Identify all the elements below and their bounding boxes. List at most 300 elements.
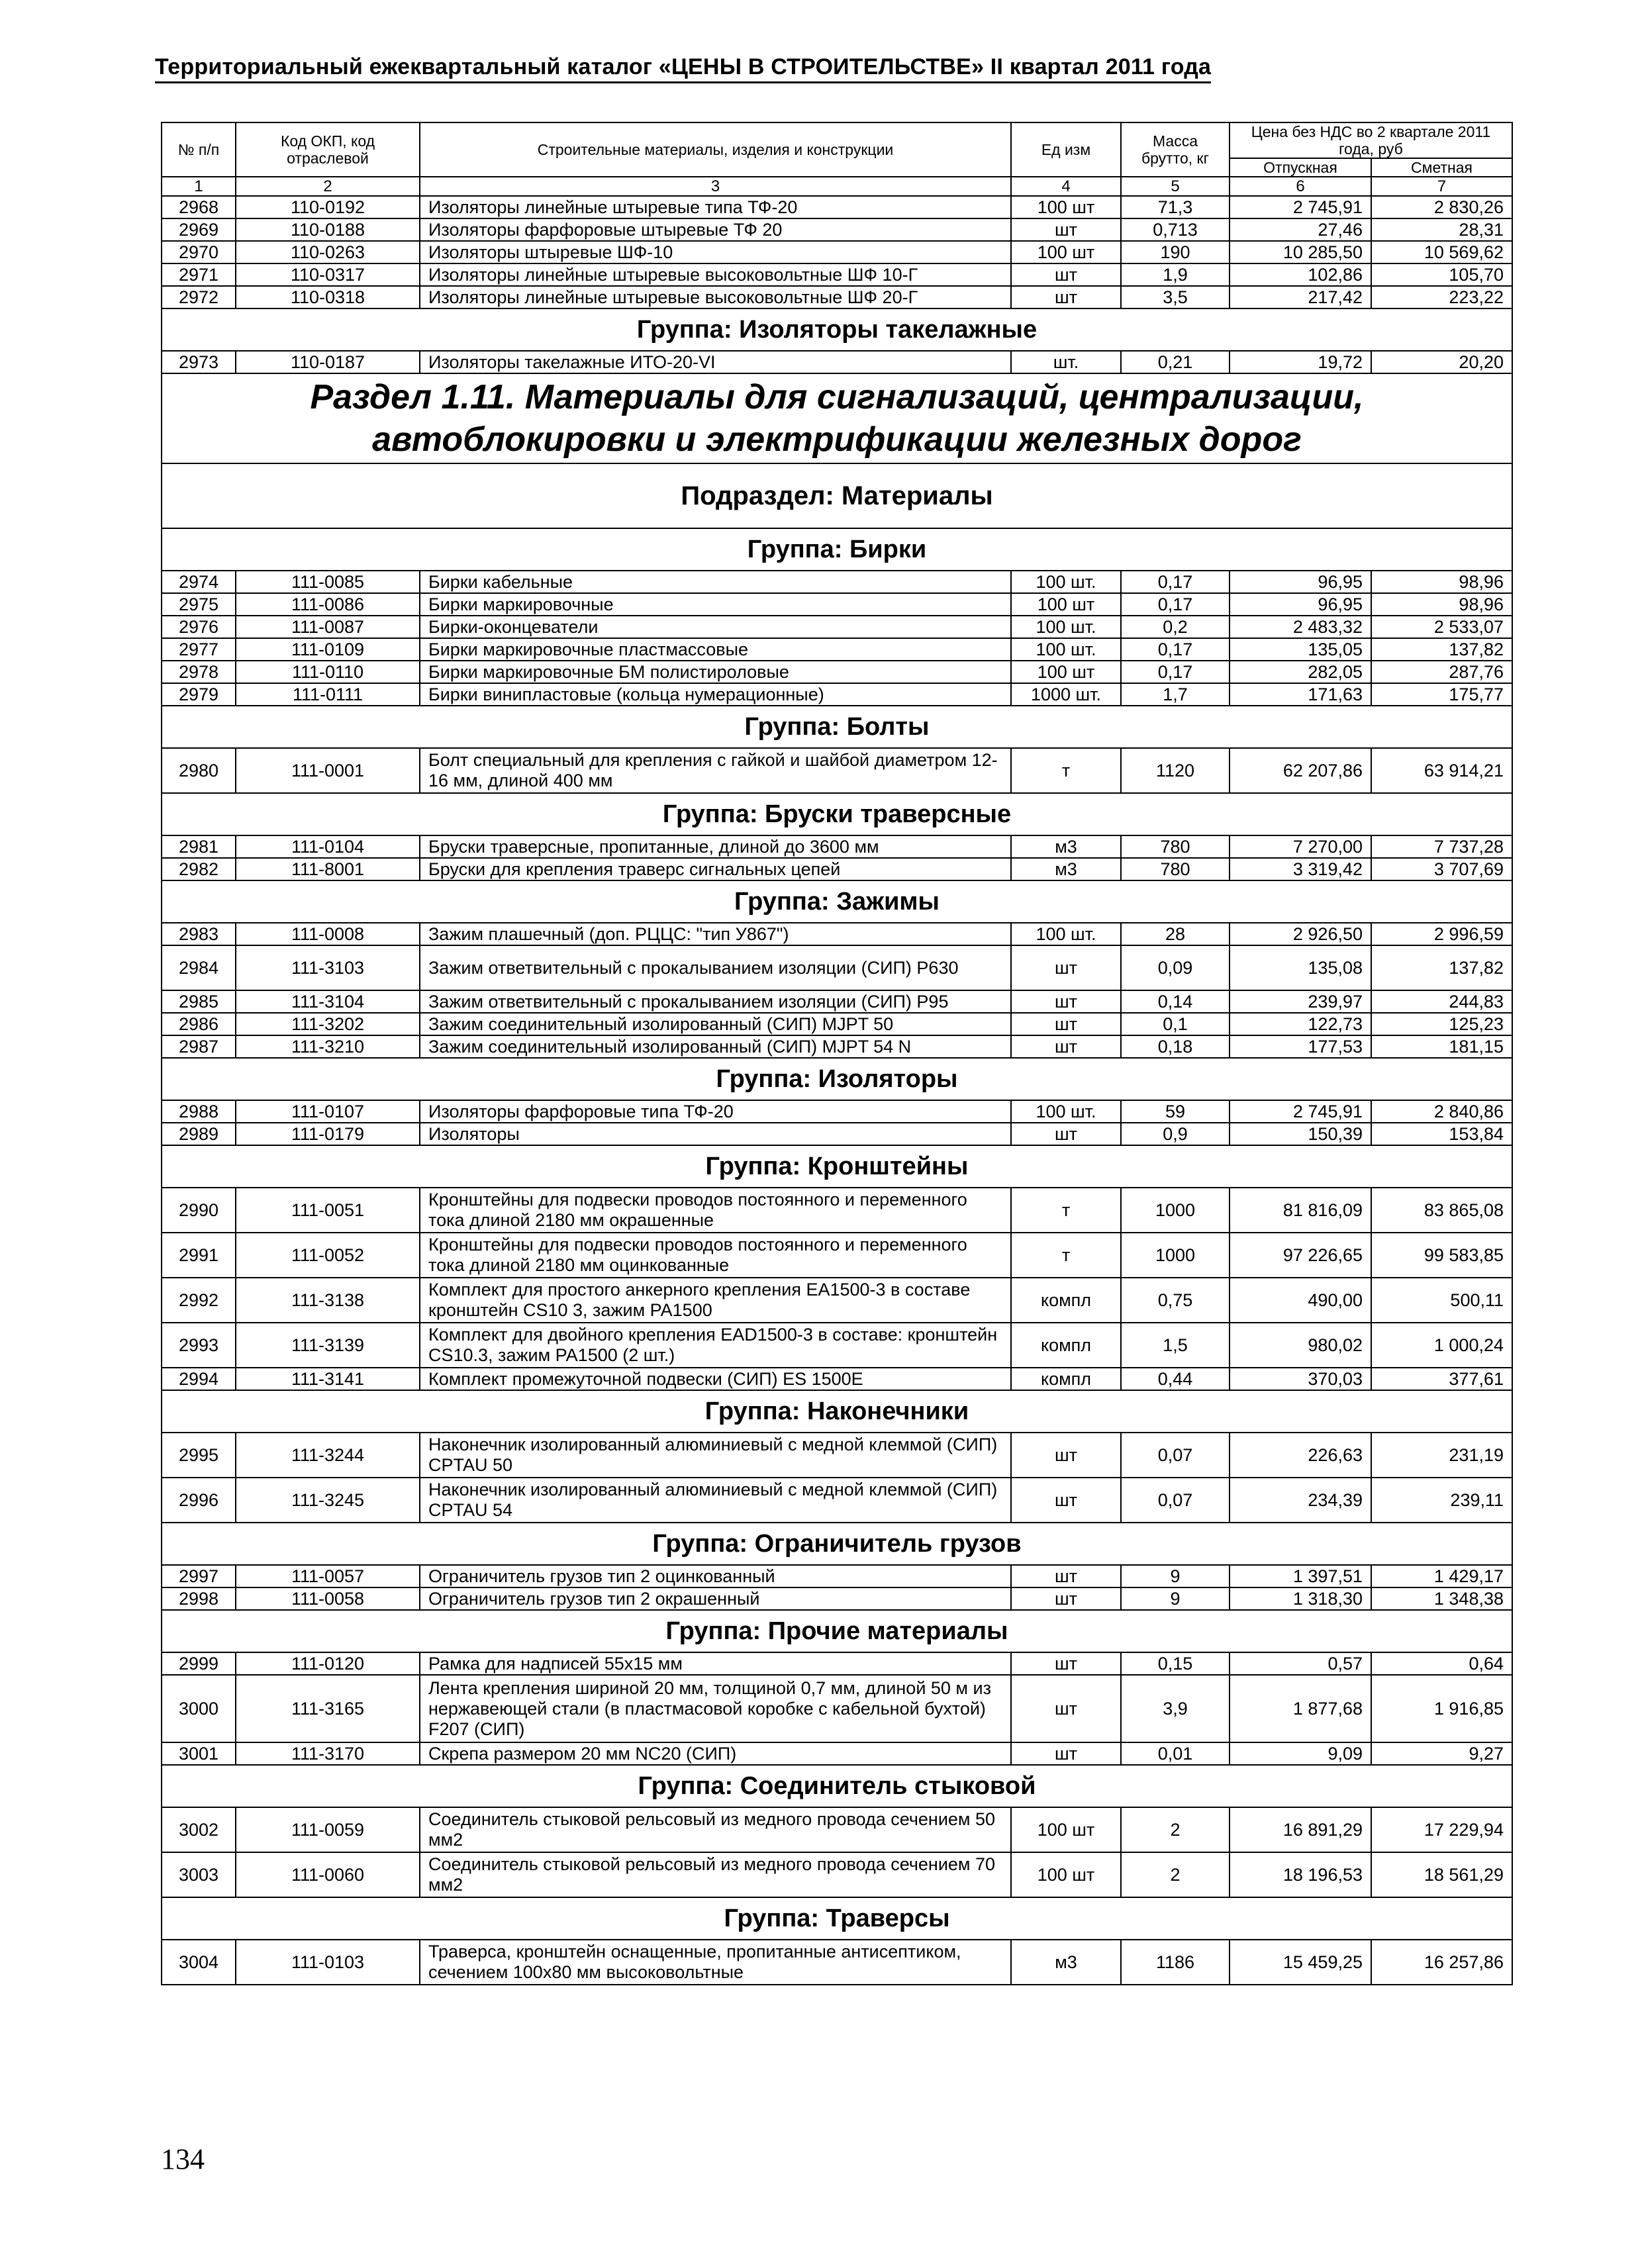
row-unit: 100 шт. bbox=[1011, 923, 1121, 945]
row-name: Лента крепления шириной 20 мм, толщиной 0,7 мм, длиной 50 м из нержавеющей стали (в пластмасовой коробке с кабельной бухтой) F207 (СИП) bbox=[420, 1675, 1011, 1742]
row-code: 111-0057 bbox=[236, 1565, 420, 1587]
table-row bbox=[162, 593, 1512, 616]
row-code: 110-0188 bbox=[236, 218, 420, 241]
row-code: 111-3245 bbox=[236, 1478, 420, 1523]
row-num: 3004 bbox=[162, 1940, 236, 1985]
row-num: 2969 bbox=[162, 218, 236, 241]
row-name: Изоляторы bbox=[420, 1123, 1011, 1145]
row-unit: шт bbox=[1011, 1433, 1121, 1478]
row-unit: шт bbox=[1011, 1035, 1121, 1058]
row-code: 111-0103 bbox=[236, 1940, 420, 1985]
row-mass: 0,14 bbox=[1121, 990, 1230, 1013]
row-release-price: 0,57 bbox=[1230, 1652, 1371, 1675]
row-release-price: 490,00 bbox=[1230, 1278, 1371, 1323]
row-release-price: 135,05 bbox=[1230, 638, 1371, 661]
row-num: 2982 bbox=[162, 858, 236, 880]
row-mass: 0,17 bbox=[1121, 593, 1230, 616]
row-mass: 9 bbox=[1121, 1587, 1230, 1610]
row-estimate-price: 98,96 bbox=[1371, 571, 1512, 593]
row-estimate-price: 223,22 bbox=[1371, 286, 1512, 308]
row-code: 110-0317 bbox=[236, 263, 420, 286]
row-num: 2977 bbox=[162, 638, 236, 661]
subsection-row bbox=[162, 463, 1512, 528]
row-name: Бирки винипластовые (кольца нумерационные) bbox=[420, 683, 1011, 706]
row-estimate-price: 18 561,29 bbox=[1371, 1852, 1512, 1897]
group-row bbox=[162, 1390, 1512, 1433]
table-row bbox=[162, 1807, 1512, 1852]
row-estimate-price: 287,76 bbox=[1371, 661, 1512, 683]
table-row bbox=[162, 571, 1512, 593]
row-code: 110-0318 bbox=[236, 286, 420, 308]
row-mass: 3,5 bbox=[1121, 286, 1230, 308]
row-unit: шт bbox=[1011, 218, 1121, 241]
group-row bbox=[162, 528, 1512, 571]
row-code: 111-3141 bbox=[236, 1368, 420, 1390]
row-code: 111-0051 bbox=[236, 1188, 420, 1233]
row-release-price: 2 745,91 bbox=[1230, 196, 1371, 218]
row-code: 111-0087 bbox=[236, 616, 420, 638]
row-num: 2986 bbox=[162, 1013, 236, 1035]
row-estimate-price: 137,82 bbox=[1371, 945, 1512, 990]
row-name: Бирки маркировочные БМ полистироловые bbox=[420, 661, 1011, 683]
row-estimate-price: 1 429,17 bbox=[1371, 1565, 1512, 1587]
row-estimate-price: 2 830,26 bbox=[1371, 196, 1512, 218]
row-release-price: 81 816,09 bbox=[1230, 1188, 1371, 1233]
header-num: № п/п bbox=[162, 122, 236, 177]
row-num: 2996 bbox=[162, 1478, 236, 1523]
row-mass: 190 bbox=[1121, 241, 1230, 263]
table-row bbox=[162, 638, 1512, 661]
row-estimate-price: 63 914,21 bbox=[1371, 748, 1512, 793]
group-title: Группа: Болты bbox=[162, 706, 1512, 748]
group-row bbox=[162, 1765, 1512, 1807]
row-mass: 0,1 bbox=[1121, 1013, 1230, 1035]
table-row bbox=[162, 1368, 1512, 1390]
row-estimate-price: 153,84 bbox=[1371, 1123, 1512, 1145]
row-unit: 100 шт bbox=[1011, 241, 1121, 263]
row-name: Изоляторы такелажные ИТО-20-VI bbox=[420, 351, 1011, 373]
row-release-price: 3 319,42 bbox=[1230, 858, 1371, 880]
row-estimate-price: 181,15 bbox=[1371, 1035, 1512, 1058]
row-num: 2970 bbox=[162, 241, 236, 263]
catalog-title: Территориальный ежеквартальный каталог «ЦЕНЫ В СТРОИТЕЛЬСТВЕ» II квартал 2011 года bbox=[155, 54, 1211, 83]
row-estimate-price: 7 737,28 bbox=[1371, 835, 1512, 858]
group-title: Группа: Изоляторы такелажные bbox=[162, 308, 1512, 351]
row-unit: шт bbox=[1011, 1742, 1121, 1765]
col-number: 1 bbox=[162, 177, 236, 196]
row-unit: шт bbox=[1011, 990, 1121, 1013]
row-name: Кронштейны для подвески проводов постоянного и переменного тока длиной 2180 мм окрашенные bbox=[420, 1188, 1011, 1233]
row-mass: 0,01 bbox=[1121, 1742, 1230, 1765]
row-code: 111-3165 bbox=[236, 1675, 420, 1742]
table-row bbox=[162, 1233, 1512, 1278]
row-code: 111-3139 bbox=[236, 1323, 420, 1368]
row-unit: компл bbox=[1011, 1278, 1121, 1323]
col-number: 7 bbox=[1371, 177, 1512, 196]
row-mass: 1120 bbox=[1121, 748, 1230, 793]
row-estimate-price: 2 533,07 bbox=[1371, 616, 1512, 638]
row-release-price: 226,63 bbox=[1230, 1433, 1371, 1478]
group-row bbox=[162, 793, 1512, 835]
row-num: 2983 bbox=[162, 923, 236, 945]
row-release-price: 2 745,91 bbox=[1230, 1100, 1371, 1123]
row-mass: 0,44 bbox=[1121, 1368, 1230, 1390]
row-name: Скрепа размером 20 мм NC20 (СИП) bbox=[420, 1742, 1011, 1765]
row-release-price: 102,86 bbox=[1230, 263, 1371, 286]
row-unit: 100 шт bbox=[1011, 1807, 1121, 1852]
row-estimate-price: 10 569,62 bbox=[1371, 241, 1512, 263]
header-unit: Ед изм bbox=[1011, 122, 1121, 177]
table-row bbox=[162, 218, 1512, 241]
row-release-price: 122,73 bbox=[1230, 1013, 1371, 1035]
row-unit: шт bbox=[1011, 286, 1121, 308]
row-mass: 780 bbox=[1121, 858, 1230, 880]
row-unit: м3 bbox=[1011, 858, 1121, 880]
table-row bbox=[162, 1433, 1512, 1478]
row-estimate-price: 239,11 bbox=[1371, 1478, 1512, 1523]
row-code: 111-0107 bbox=[236, 1100, 420, 1123]
row-release-price: 1 877,68 bbox=[1230, 1675, 1371, 1742]
row-release-price: 217,42 bbox=[1230, 286, 1371, 308]
row-release-price: 980,02 bbox=[1230, 1323, 1371, 1368]
row-name: Ограничитель грузов тип 2 окрашенный bbox=[420, 1587, 1011, 1610]
row-estimate-price: 1 916,85 bbox=[1371, 1675, 1512, 1742]
section-title: Раздел 1.11. Материалы для сигнализаций, централизации, автоблокировки и электрификации железных дорог bbox=[162, 373, 1512, 463]
row-num: 2998 bbox=[162, 1587, 236, 1610]
header-price: Цена без НДС во 2 квартале 2011 года, руб bbox=[1230, 122, 1512, 158]
row-estimate-price: 231,19 bbox=[1371, 1433, 1512, 1478]
row-unit: шт bbox=[1011, 1652, 1121, 1675]
row-release-price: 19,72 bbox=[1230, 351, 1371, 373]
row-num: 2985 bbox=[162, 990, 236, 1013]
row-num: 2997 bbox=[162, 1565, 236, 1587]
row-unit: шт bbox=[1011, 1013, 1121, 1035]
table-row bbox=[162, 286, 1512, 308]
row-num: 2968 bbox=[162, 196, 236, 218]
row-num: 2978 bbox=[162, 661, 236, 683]
table-row bbox=[162, 683, 1512, 706]
row-release-price: 150,39 bbox=[1230, 1123, 1371, 1145]
row-num: 2975 bbox=[162, 593, 236, 616]
row-estimate-price: 377,61 bbox=[1371, 1368, 1512, 1390]
row-release-price: 62 207,86 bbox=[1230, 748, 1371, 793]
row-mass: 1,7 bbox=[1121, 683, 1230, 706]
row-num: 2980 bbox=[162, 748, 236, 793]
row-code: 111-0058 bbox=[236, 1587, 420, 1610]
section-row bbox=[162, 373, 1512, 463]
group-row bbox=[162, 308, 1512, 351]
row-num: 2988 bbox=[162, 1100, 236, 1123]
row-release-price: 15 459,25 bbox=[1230, 1940, 1371, 1985]
row-estimate-price: 17 229,94 bbox=[1371, 1807, 1512, 1852]
group-title: Группа: Зажимы bbox=[162, 880, 1512, 923]
row-num: 3002 bbox=[162, 1807, 236, 1852]
row-code: 110-0187 bbox=[236, 351, 420, 373]
header-code: Код ОКП, код отраслевой bbox=[236, 122, 420, 177]
group-title: Группа: Наконечники bbox=[162, 1390, 1512, 1433]
row-name: Зажим плашечный (доп. РЦЦС: "тип У867") bbox=[420, 923, 1011, 945]
row-release-price: 282,05 bbox=[1230, 661, 1371, 683]
row-mass: 0,17 bbox=[1121, 661, 1230, 683]
row-num: 2976 bbox=[162, 616, 236, 638]
row-release-price: 2 483,32 bbox=[1230, 616, 1371, 638]
row-mass: 3,9 bbox=[1121, 1675, 1230, 1742]
table-row bbox=[162, 1675, 1512, 1742]
row-num: 2979 bbox=[162, 683, 236, 706]
table-row bbox=[162, 1565, 1512, 1587]
row-code: 111-0052 bbox=[236, 1233, 420, 1278]
row-mass: 1000 bbox=[1121, 1188, 1230, 1233]
row-mass: 1,9 bbox=[1121, 263, 1230, 286]
row-name: Изоляторы штыревые ШФ-10 bbox=[420, 241, 1011, 263]
row-name: Бирки-оконцеватели bbox=[420, 616, 1011, 638]
row-estimate-price: 175,77 bbox=[1371, 683, 1512, 706]
row-unit: т bbox=[1011, 1233, 1121, 1278]
table-row bbox=[162, 748, 1512, 793]
row-unit: 100 шт. bbox=[1011, 571, 1121, 593]
row-mass: 780 bbox=[1121, 835, 1230, 858]
row-name: Зажим ответвительный с прокалыванием изоляции (СИП) Р630 bbox=[420, 945, 1011, 990]
table-row bbox=[162, 1652, 1512, 1675]
row-unit: 100 шт bbox=[1011, 1852, 1121, 1897]
row-num: 2971 bbox=[162, 263, 236, 286]
row-estimate-price: 3 707,69 bbox=[1371, 858, 1512, 880]
table-row bbox=[162, 263, 1512, 286]
row-name: Траверса, кронштейн оснащенные, пропитанные антисептиком, сечением 100х80 мм высоковольтные bbox=[420, 1940, 1011, 1985]
row-name: Изоляторы линейные штыревые типа ТФ-20 bbox=[420, 196, 1011, 218]
row-code: 111-3210 bbox=[236, 1035, 420, 1058]
row-estimate-price: 83 865,08 bbox=[1371, 1188, 1512, 1233]
row-estimate-price: 137,82 bbox=[1371, 638, 1512, 661]
row-release-price: 96,95 bbox=[1230, 571, 1371, 593]
row-code: 110-0263 bbox=[236, 241, 420, 263]
row-code: 111-3202 bbox=[236, 1013, 420, 1035]
row-mass: 0,07 bbox=[1121, 1433, 1230, 1478]
row-mass: 2 bbox=[1121, 1852, 1230, 1897]
row-release-price: 97 226,65 bbox=[1230, 1233, 1371, 1278]
row-code: 111-3103 bbox=[236, 945, 420, 990]
row-release-price: 234,39 bbox=[1230, 1478, 1371, 1523]
table-row bbox=[162, 1742, 1512, 1765]
row-unit: шт bbox=[1011, 1478, 1121, 1523]
row-unit: шт bbox=[1011, 1565, 1121, 1587]
col-number: 3 bbox=[420, 177, 1011, 196]
row-code: 110-0192 bbox=[236, 196, 420, 218]
row-code: 111-3138 bbox=[236, 1278, 420, 1323]
row-mass: 0,17 bbox=[1121, 638, 1230, 661]
group-title: Группа: Соединитель стыковой bbox=[162, 1765, 1512, 1807]
header-release-price: Отпускная bbox=[1230, 158, 1371, 177]
col-number: 5 bbox=[1121, 177, 1230, 196]
row-code: 111-0001 bbox=[236, 748, 420, 793]
row-mass: 0,07 bbox=[1121, 1478, 1230, 1523]
table-row bbox=[162, 1323, 1512, 1368]
row-release-price: 135,08 bbox=[1230, 945, 1371, 990]
row-unit: 100 шт bbox=[1011, 593, 1121, 616]
row-code: 111-0110 bbox=[236, 661, 420, 683]
col-number: 2 bbox=[236, 177, 420, 196]
price-table bbox=[161, 122, 1513, 1985]
table-row bbox=[162, 1587, 1512, 1610]
group-title: Группа: Прочие материалы bbox=[162, 1610, 1512, 1652]
row-unit: 100 шт bbox=[1011, 196, 1121, 218]
row-release-price: 7 270,00 bbox=[1230, 835, 1371, 858]
row-code: 111-0109 bbox=[236, 638, 420, 661]
row-estimate-price: 1 000,24 bbox=[1371, 1323, 1512, 1368]
row-release-price: 9,09 bbox=[1230, 1742, 1371, 1765]
row-unit: шт bbox=[1011, 1587, 1121, 1610]
row-release-price: 2 926,50 bbox=[1230, 923, 1371, 945]
group-row bbox=[162, 1145, 1512, 1188]
col-number: 6 bbox=[1230, 177, 1371, 196]
group-row bbox=[162, 1610, 1512, 1652]
row-unit: 100 шт. bbox=[1011, 1100, 1121, 1123]
row-estimate-price: 2 996,59 bbox=[1371, 923, 1512, 945]
row-estimate-price: 0,64 bbox=[1371, 1652, 1512, 1675]
table-row bbox=[162, 1852, 1512, 1897]
table-row bbox=[162, 351, 1512, 373]
row-code: 111-3170 bbox=[236, 1742, 420, 1765]
group-row bbox=[162, 1058, 1512, 1100]
table-row bbox=[162, 1013, 1512, 1035]
table-row bbox=[162, 1478, 1512, 1523]
row-unit: 100 шт bbox=[1011, 661, 1121, 683]
row-name: Кронштейны для подвески проводов постоянного и переменного тока длиной 2180 мм оцинкованные bbox=[420, 1233, 1011, 1278]
table-row bbox=[162, 1123, 1512, 1145]
row-code: 111-0104 bbox=[236, 835, 420, 858]
row-unit: шт bbox=[1011, 263, 1121, 286]
table-row bbox=[162, 945, 1512, 990]
row-name: Наконечник изолированный алюминиевый с медной клеммой (СИП) CPTAU 54 bbox=[420, 1478, 1011, 1523]
row-code: 111-0086 bbox=[236, 593, 420, 616]
row-num: 2991 bbox=[162, 1233, 236, 1278]
row-code: 111-0059 bbox=[236, 1807, 420, 1852]
row-code: 111-3244 bbox=[236, 1433, 420, 1478]
row-release-price: 370,03 bbox=[1230, 1368, 1371, 1390]
row-unit: шт bbox=[1011, 1675, 1121, 1742]
header-mass: Масса брутто, кг bbox=[1121, 122, 1230, 177]
row-unit: 1000 шт. bbox=[1011, 683, 1121, 706]
row-name: Комплект для двойного крепления EAD1500-3 в составе: кронштейн CS10.3, зажим PA1500 (2 шт.) bbox=[420, 1323, 1011, 1368]
row-unit: шт bbox=[1011, 945, 1121, 990]
subsection-title: Подраздел: Материалы bbox=[162, 463, 1512, 528]
table-row bbox=[162, 858, 1512, 880]
row-mass: 0,15 bbox=[1121, 1652, 1230, 1675]
row-name: Изоляторы фарфоровые типа ТФ-20 bbox=[420, 1100, 1011, 1123]
row-estimate-price: 1 348,38 bbox=[1371, 1587, 1512, 1610]
row-estimate-price: 20,20 bbox=[1371, 351, 1512, 373]
row-release-price: 10 285,50 bbox=[1230, 241, 1371, 263]
row-unit: компл bbox=[1011, 1368, 1121, 1390]
row-unit: т bbox=[1011, 1188, 1121, 1233]
header-name: Строительные материалы, изделия и конструкции bbox=[420, 122, 1011, 177]
group-title: Группа: Изоляторы bbox=[162, 1058, 1512, 1100]
row-unit: 100 шт. bbox=[1011, 616, 1121, 638]
row-release-price: 177,53 bbox=[1230, 1035, 1371, 1058]
row-mass: 71,3 bbox=[1121, 196, 1230, 218]
row-name: Бруски для крепления траверс сигнальных цепей bbox=[420, 858, 1011, 880]
row-release-price: 27,46 bbox=[1230, 218, 1371, 241]
row-num: 2984 bbox=[162, 945, 236, 990]
group-title: Группа: Бирки bbox=[162, 528, 1512, 571]
row-estimate-price: 244,83 bbox=[1371, 990, 1512, 1013]
row-num: 2973 bbox=[162, 351, 236, 373]
row-code: 111-0060 bbox=[236, 1852, 420, 1897]
row-num: 2989 bbox=[162, 1123, 236, 1145]
row-unit: т bbox=[1011, 748, 1121, 793]
row-estimate-price: 125,23 bbox=[1371, 1013, 1512, 1035]
row-num: 2995 bbox=[162, 1433, 236, 1478]
row-estimate-price: 28,31 bbox=[1371, 218, 1512, 241]
page-number: 134 bbox=[161, 2143, 205, 2175]
group-row bbox=[162, 1523, 1512, 1565]
row-num: 2974 bbox=[162, 571, 236, 593]
row-name: Изоляторы линейные штыревые высоковольтные ШФ 10-Г bbox=[420, 263, 1011, 286]
row-mass: 0,17 bbox=[1121, 571, 1230, 593]
table-row bbox=[162, 616, 1512, 638]
row-unit: м3 bbox=[1011, 1940, 1121, 1985]
row-name: Болт специальный для крепления с гайкой и шайбой диаметром 12-16 мм, длиной 400 мм bbox=[420, 748, 1011, 793]
table-row bbox=[162, 196, 1512, 218]
row-num: 2990 bbox=[162, 1188, 236, 1233]
row-release-price: 16 891,29 bbox=[1230, 1807, 1371, 1852]
row-num: 3003 bbox=[162, 1852, 236, 1897]
row-num: 2972 bbox=[162, 286, 236, 308]
row-name: Зажим ответвительный с прокалыванием изоляции (СИП) Р95 bbox=[420, 990, 1011, 1013]
row-code: 111-0179 bbox=[236, 1123, 420, 1145]
row-unit: 100 шт. bbox=[1011, 638, 1121, 661]
row-num: 2981 bbox=[162, 835, 236, 858]
table-row bbox=[162, 1940, 1512, 1985]
row-estimate-price: 16 257,86 bbox=[1371, 1940, 1512, 1985]
row-num: 2994 bbox=[162, 1368, 236, 1390]
row-mass: 1,5 bbox=[1121, 1323, 1230, 1368]
row-mass: 1186 bbox=[1121, 1940, 1230, 1985]
row-mass: 1000 bbox=[1121, 1233, 1230, 1278]
table-row bbox=[162, 1035, 1512, 1058]
table-row bbox=[162, 1188, 1512, 1233]
row-name: Рамка для надписей 55х15 мм bbox=[420, 1652, 1011, 1675]
row-estimate-price: 500,11 bbox=[1371, 1278, 1512, 1323]
row-estimate-price: 105,70 bbox=[1371, 263, 1512, 286]
row-code: 111-3104 bbox=[236, 990, 420, 1013]
row-num: 3000 bbox=[162, 1675, 236, 1742]
row-name: Зажим соединительный изолированный (СИП) MJPT 50 bbox=[420, 1013, 1011, 1035]
table-body bbox=[162, 196, 1512, 1985]
row-code: 111-0085 bbox=[236, 571, 420, 593]
row-code: 111-0120 bbox=[236, 1652, 420, 1675]
row-mass: 0,2 bbox=[1121, 616, 1230, 638]
row-name: Наконечник изолированный алюминиевый с медной клеммой (СИП) CPTAU 50 bbox=[420, 1433, 1011, 1478]
row-name: Бирки маркировочные пластмассовые bbox=[420, 638, 1011, 661]
table-row bbox=[162, 661, 1512, 683]
group-title: Группа: Траверсы bbox=[162, 1897, 1512, 1940]
row-estimate-price: 2 840,86 bbox=[1371, 1100, 1512, 1123]
row-name: Комплект для простого анкерного крепления EA1500-3 в составе кронштейн CS10 3, зажим PA1500 bbox=[420, 1278, 1011, 1323]
row-num: 2993 bbox=[162, 1323, 236, 1368]
row-num: 2999 bbox=[162, 1652, 236, 1675]
row-name: Бруски траверсные, пропитанные, длиной до 3600 мм bbox=[420, 835, 1011, 858]
row-num: 2992 bbox=[162, 1278, 236, 1323]
row-name: Комплект промежуточной подвески (СИП) ES 1500E bbox=[420, 1368, 1011, 1390]
row-estimate-price: 98,96 bbox=[1371, 593, 1512, 616]
table-row bbox=[162, 923, 1512, 945]
row-estimate-price: 99 583,85 bbox=[1371, 1233, 1512, 1278]
row-release-price: 171,63 bbox=[1230, 683, 1371, 706]
group-title: Группа: Бруски траверсные bbox=[162, 793, 1512, 835]
col-number: 4 bbox=[1011, 177, 1121, 196]
row-mass: 9 bbox=[1121, 1565, 1230, 1587]
